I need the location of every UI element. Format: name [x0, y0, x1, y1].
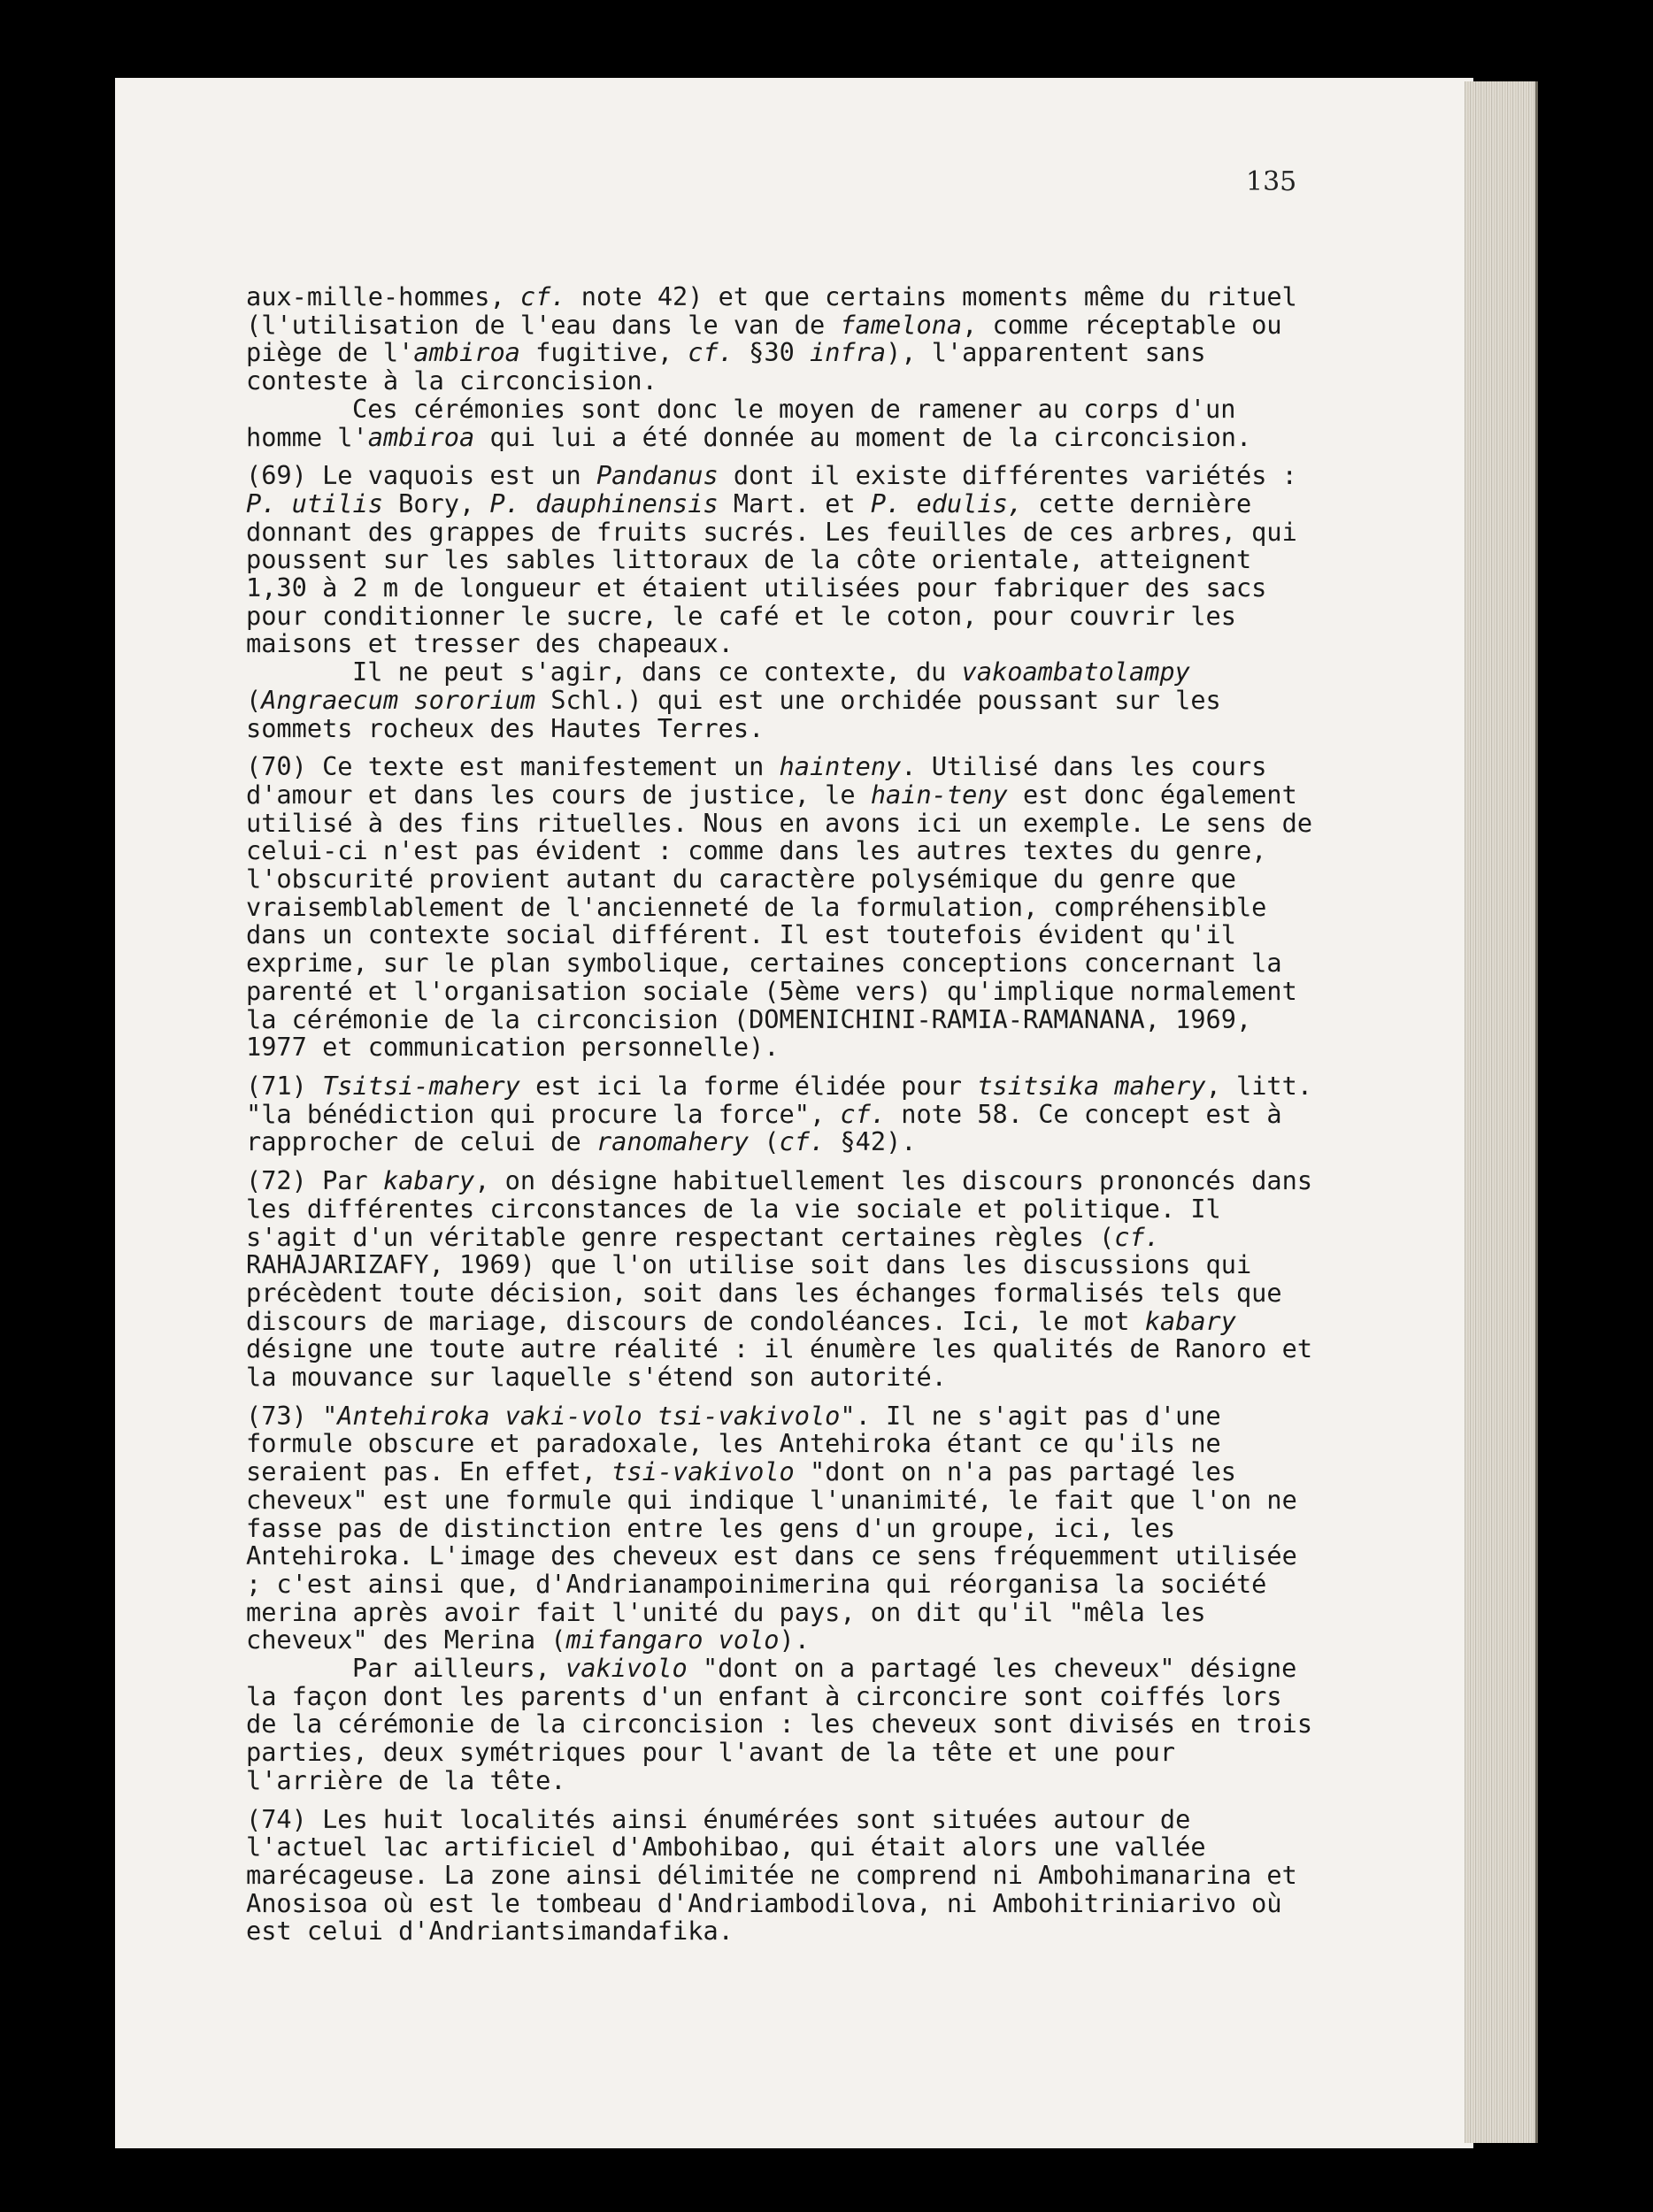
italic-text: cf. — [1114, 1221, 1160, 1252]
text-run: §42). — [825, 1126, 917, 1157]
text-run: note 42) et que certains moments même du rituel (l'utilisation de l'eau dans le van de — [246, 281, 1297, 340]
text-run: est donc également utilisé à des fins rituelles. Nous en avons ici un exemple. Le sens de celui-ci n'est pas évident : comme dans les autres textes du genre, l'obscurité provient autant du caractère polysémique du genre que vraisemblablement de l'ancienneté de la formulation, compréhensible dans un contexte social différent. Il est toutefois évident qu'il exprime, sur le plan symbolique, certaines conceptions concernant la parenté et l'organisation sociale (5ème vers) qu'implique normalement la cérémonie de la circoncision (DOMENICHINI-RAMIA-RAMANANA, 1969, 1977 et communication personnelle). — [246, 779, 1313, 1063]
text-run: (72) Par — [246, 1165, 383, 1196]
text-run: "dont on a partagé les cheveux" désigne la façon dont les parents d'un enfant à circoncire sont coiffés lors de la cérémonie de la circoncision : les cheveux sont divisés en trois parties, deux symétriques pour l'avant de la tête et une pour l'arrière de la tête. — [246, 1653, 1313, 1795]
text-run: désigne une toute autre réalité : il énumère les qualités de Ranoro et la mouvance sur laquelle s'étend son autorité. — [246, 1333, 1313, 1393]
italic-text: kabary — [382, 1165, 475, 1196]
text-run: , on désigne habituellement les discours prononcés dans les différentes circonstances de la vie sociale et politique. Il s'agit d'un véritable genre respectant certaines règles ( — [246, 1165, 1313, 1252]
text-run: ( — [749, 1126, 780, 1157]
italic-text: cf. — [840, 1098, 887, 1129]
text-run: "dont on n'a pas partagé les cheveux" est une formule qui indique l'unanimité, le fait que l'on ne fasse pas de distinction entre les gens d'un groupe, ici, les Antehiroka. L'image des cheveux est dans ce sens fréquemment utilisée ; c'est ainsi que, d'Andrianampoinimerina qui réorganisa la société merina après avoir fait l'unité du pays, on dit qu'il "mêla les cheveux" des Merina ( — [246, 1456, 1297, 1655]
italic-text: hain-teny — [870, 779, 1008, 810]
paragraph — [246, 393, 1321, 452]
text-run: est ici la forme élidée pour — [519, 1070, 978, 1101]
italic-text: ambiroa — [367, 421, 475, 452]
italic-text: cf. — [519, 281, 566, 311]
text-run: Par ailleurs, — [352, 1653, 566, 1684]
italic-text: hainteny — [779, 751, 902, 782]
italic-text: ambiroa — [413, 337, 520, 368]
text-run: ). — [779, 1624, 810, 1655]
text-run: §30 — [733, 337, 810, 368]
text-run: (74) Les huit localités ainsi énumérées sont situées autour de l'actuel lac artificiel d'Ambohibao, qui était alors une vallée marécageuse. La zone ainsi délimitée ne comprend ni Ambohimanarina et Anosisoa où est le tombeau d'Andriambodilova, ni Ambohitriniarivo où est celui d'Andriantsimandafika. — [246, 1803, 1297, 1947]
body-text — [246, 283, 1321, 1946]
italic-text: Pandanus — [596, 460, 719, 491]
text-run: Bory, — [382, 488, 490, 518]
page-edges — [1465, 81, 1538, 2143]
text-run: , litt. "la bénédiction qui procure la force", — [246, 1070, 1313, 1129]
text-run: dont il existe différentes variétés : — [718, 460, 1297, 491]
italic-text: ranomahery — [596, 1126, 750, 1157]
text-run: (70) Ce texte est manifestement un — [246, 751, 780, 782]
italic-text: cf. — [779, 1126, 826, 1157]
italic-text: vakivolo — [565, 1653, 688, 1684]
note-73 — [246, 1402, 1321, 1655]
text-run: (73) " — [246, 1400, 338, 1431]
italic-text: Antehiroka vaki-volo tsi-vakivolo — [337, 1400, 841, 1431]
paragraph — [246, 658, 1321, 742]
italic-text: Angraecum sororium — [261, 684, 536, 715]
text-run: RAHAJARIZAFY, 1969) que l'on utilise soit dans les discussions qui précèdent toute décision, soit dans les échanges formalisés tels que discours de mariage, discours de condoléances. Ici, le mot — [246, 1249, 1282, 1336]
text-run: Schl.) qui est une orchidée poussant sur les sommets rocheux des Hautes Terres. — [246, 684, 1221, 743]
text-run: ), l'apparentent sans conteste à la circoncision. — [246, 337, 1206, 396]
paragraph — [246, 1655, 1321, 1795]
italic-text: cf. — [688, 337, 734, 368]
italic-text: tsitsika mahery — [977, 1070, 1206, 1101]
note-69 — [246, 462, 1321, 658]
paragraph — [246, 283, 1321, 396]
text-run: aux-mille-hommes, — [246, 281, 520, 311]
text-run: Ces cérémonies sont donc le moyen de ramener au corps d'un homme l' — [246, 393, 1236, 452]
note-70 — [246, 753, 1321, 1062]
text-run: , comme réceptable ou piège de l' — [246, 309, 1282, 368]
text-run: qui lui a été donnée au moment de la circoncision. — [474, 421, 1252, 452]
italic-text: P. dauphinensis — [489, 488, 719, 518]
italic-text: Tsitsi-mahery — [322, 1070, 520, 1101]
text-run: note 58. Ce concept est à rapprocher de celui de — [246, 1098, 1282, 1157]
text-run: (71) — [246, 1070, 323, 1101]
text-run: Mart. et — [718, 488, 871, 518]
text-run: ". Il ne s'agit pas d'une formule obscure et paradoxale, les Antehiroka étant ce qu'ils ne seraient pas. En effet, — [246, 1400, 1221, 1487]
italic-text: famelona — [840, 309, 963, 340]
italic-text: P. edulis, — [870, 488, 1023, 518]
text-run: fugitive, — [519, 337, 688, 368]
note-71 — [246, 1072, 1321, 1156]
note-74 — [246, 1803, 1321, 1947]
page-number: 135 — [1246, 166, 1297, 197]
text-run: (69) Le vaquois est un — [246, 460, 596, 491]
italic-text: kabary — [1144, 1305, 1236, 1336]
note-72 — [246, 1167, 1321, 1392]
text-run: . Utilisé dans les cours d'amour et dans les cours de justice, le — [246, 751, 1267, 810]
italic-text: vakoambatolampy — [961, 657, 1190, 687]
italic-text: mifangaro volo — [565, 1624, 780, 1655]
italic-text: P. utilis — [246, 488, 383, 518]
text-run: cette dernière donnant des grappes de fruits sucrés. Les feuilles de ces arbres, qui poussent sur les sables littoraux de la côte orientale, atteignent 1,30 à 2 m de longueur et étaient utilisées pour fabriquer des sacs pour conditionner le sucre, le café et le coton, pour couvrir les maisons et tresser des chapeaux. — [246, 488, 1297, 659]
text-run: Il ne peut s'agir, dans ce contexte, du — [352, 657, 962, 687]
italic-text: infra — [810, 337, 887, 368]
italic-text: tsi-vakivolo — [611, 1456, 795, 1487]
text-run: ( — [246, 684, 262, 715]
